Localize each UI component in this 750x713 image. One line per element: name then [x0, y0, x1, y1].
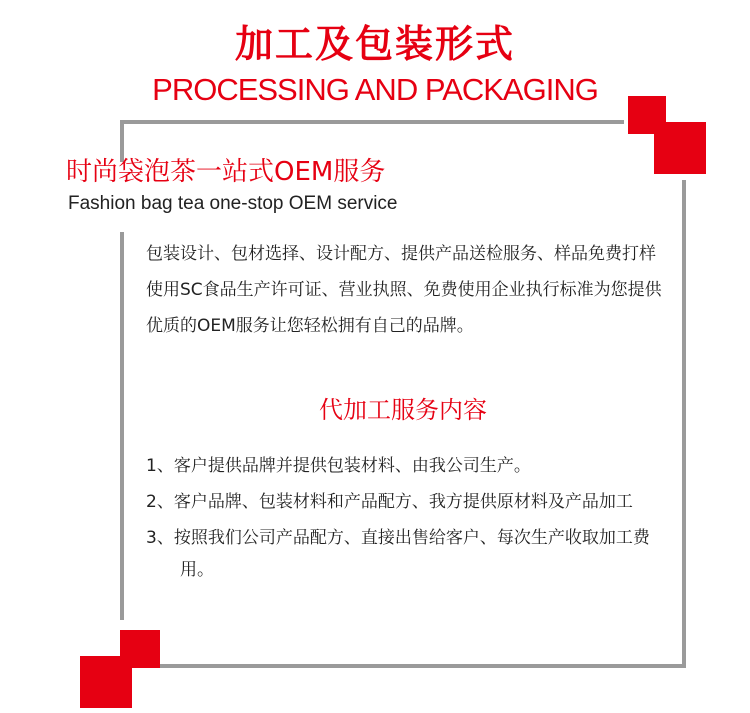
intro-paragraph: 包装设计、包材选择、设计配方、提供产品送检服务、样品免费打样使用SC食品生产许可证、营业执照、免费使用企业执行标准为您提供优质的OEM服务让您轻松拥有自己的品牌。	[146, 244, 662, 336]
panel-subtitle-cn: 时尚袋泡茶一站式OEM服务	[66, 157, 386, 187]
page-title-en: PROCESSING AND PACKAGING	[152, 72, 598, 107]
list-item: 3、按照我们公司产品配方、直接出售给客户、每次生产收取加工费用。	[146, 528, 650, 580]
frame-line-top	[120, 120, 624, 124]
frame-line-left-bottom	[120, 232, 124, 620]
list-item: 1、客户提供品牌并提供包装材料、由我公司生产。	[146, 456, 531, 476]
service-list	[146, 450, 666, 590]
list-item: 2、客户品牌、包装材料和产品配方、我方提供原材料及产品加工	[146, 492, 633, 512]
page-title-cn: 加工及包装形式	[234, 22, 515, 66]
frame-line-bottom	[160, 664, 686, 668]
section-title: 代加工服务内容	[319, 396, 487, 424]
panel-subtitle-en: Fashion bag tea one-stop OEM service	[68, 193, 398, 214]
frame-line-right	[682, 180, 686, 668]
decor-square-bottom-left-large	[80, 656, 132, 708]
decor-square-top-right-large	[654, 122, 706, 174]
